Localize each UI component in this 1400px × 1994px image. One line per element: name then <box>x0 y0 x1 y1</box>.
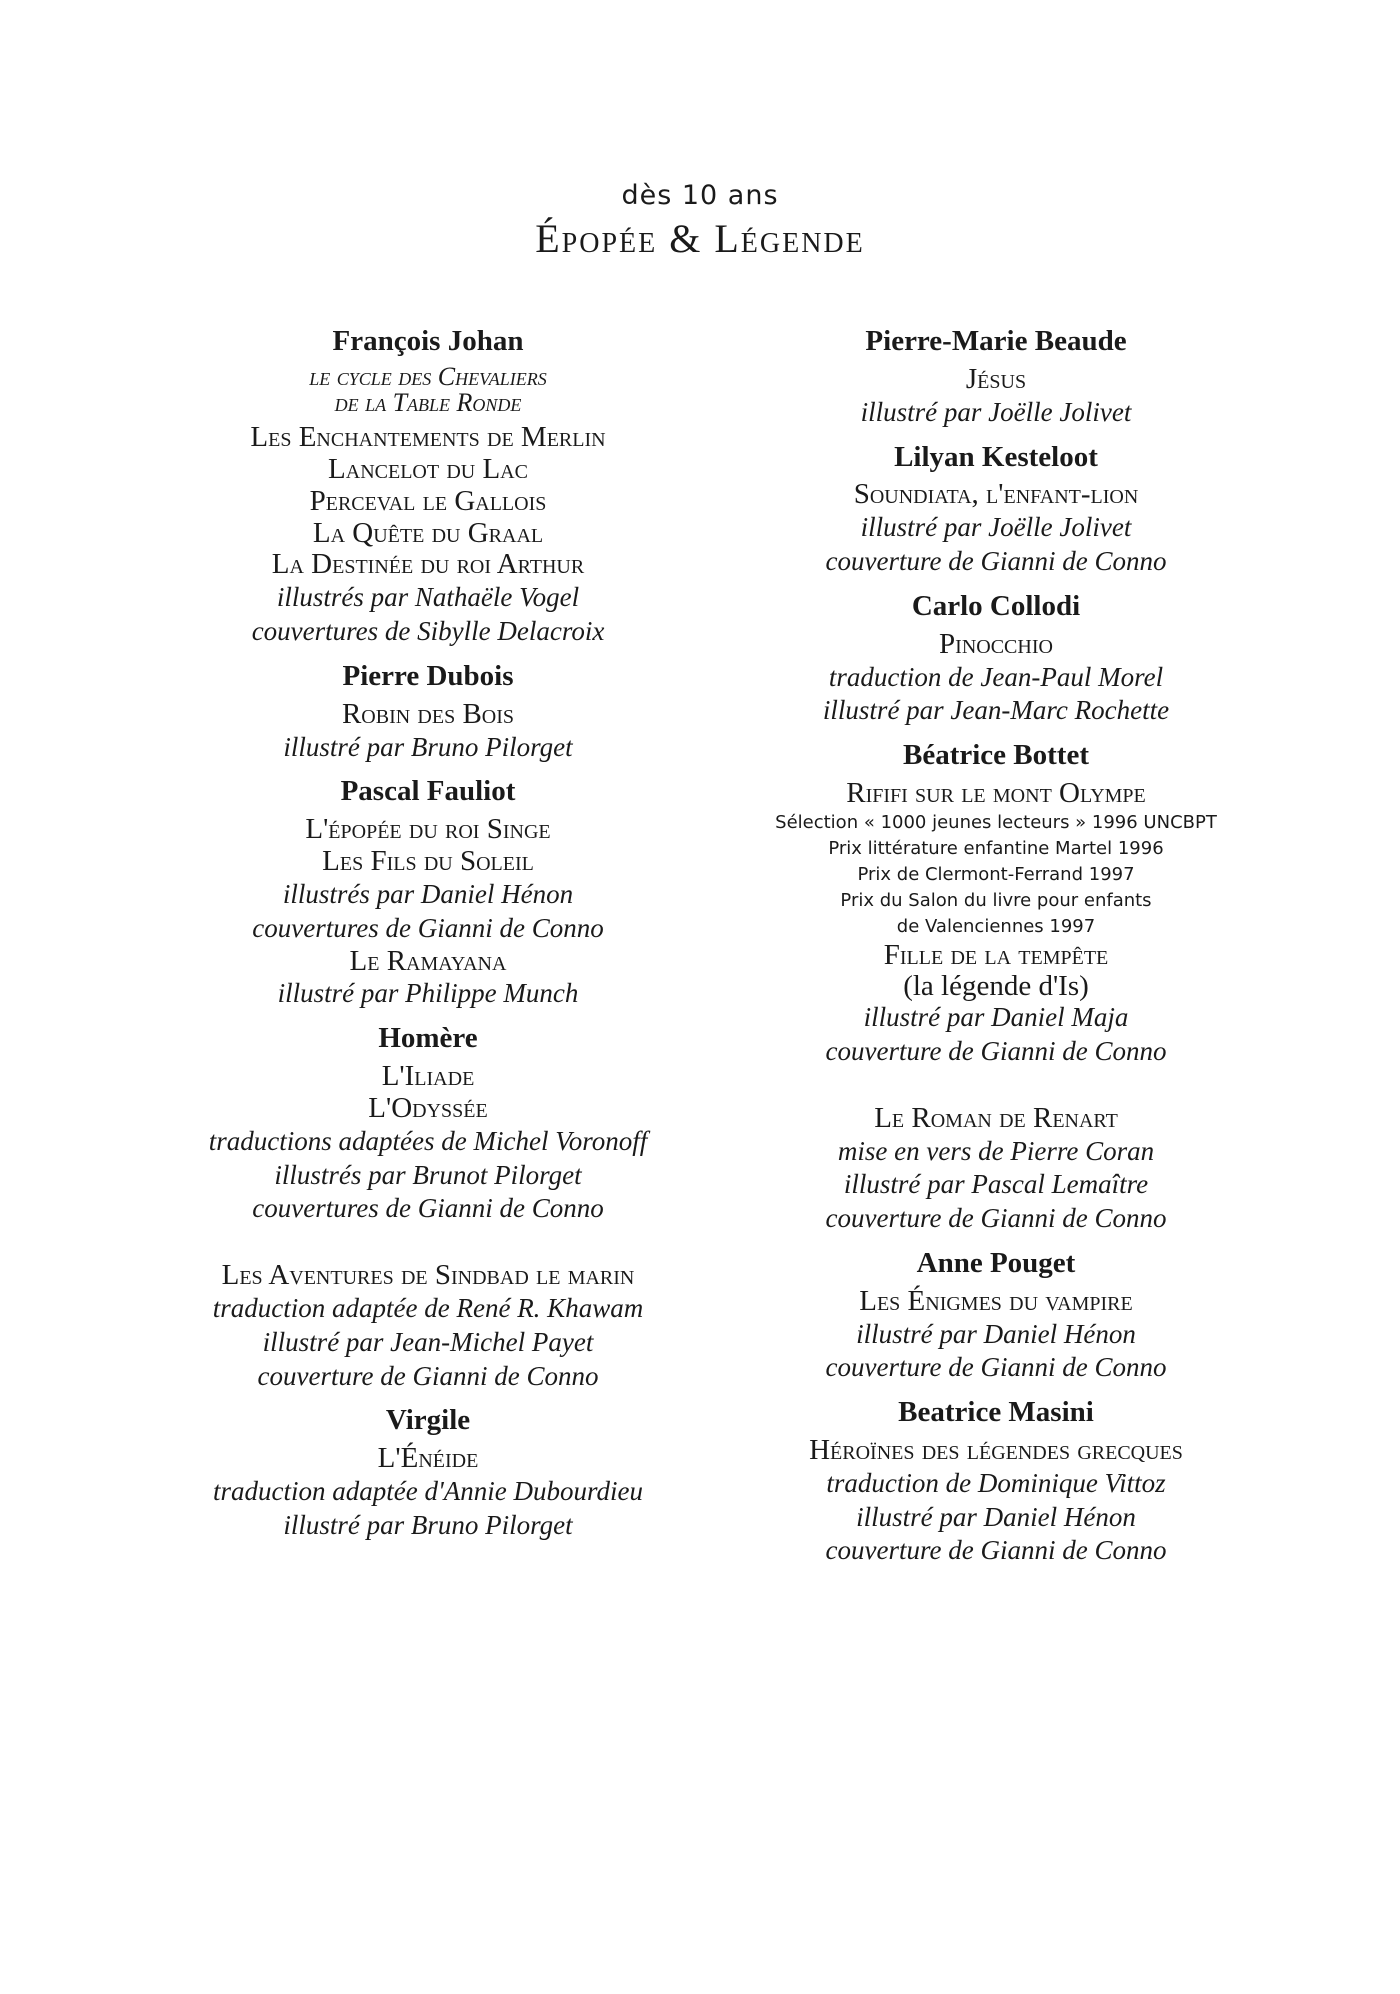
author-name: Béatrice Bottet <box>903 739 1089 772</box>
book-title: Les Enchantements de Merlin <box>250 420 606 453</box>
spacer <box>148 1226 708 1260</box>
book-credit: couverture de Gianni de Conno <box>825 1035 1167 1066</box>
book-credit: couvertures de Sibylle Delacroix <box>251 616 605 647</box>
right-column <box>716 326 1276 1568</box>
author-name: Lilyan Kesteloot <box>894 440 1098 473</box>
book-credit: illustré par Bruno Pilorget <box>283 731 573 762</box>
book-credit: illustré par Daniel Hénon <box>856 1501 1136 1532</box>
book-title: Héroïnes des légendes grecques <box>809 1434 1183 1467</box>
book-credit: illustrés par Daniel Hénon <box>282 879 574 910</box>
book-title: Fille de la tempête <box>883 939 1109 972</box>
author-name: Anne Pouget <box>916 1246 1076 1279</box>
book-credit: traduction adaptée d'Annie Dubourdieu <box>213 1476 643 1507</box>
book-title: Robin des Bois <box>341 697 515 730</box>
book-title: Perceval le Gallois <box>309 484 547 517</box>
book-credit: couverture de Gianni de Conno <box>825 1203 1167 1234</box>
book-title: Pinocchio <box>939 627 1053 660</box>
book-credit: couverture de Gianni de Conno <box>825 1535 1167 1566</box>
book-title: L'Odyssée <box>368 1091 488 1124</box>
award-line: Sélection « 1000 jeunes lecteurs » 1996 UNCBPT <box>775 811 1217 833</box>
author-name: Homère <box>378 1022 478 1055</box>
book-credit: couvertures de Gianni de Conno <box>252 1193 604 1224</box>
book-credit: illustré par Jean-Marc Rochette <box>822 695 1170 726</box>
author-name: Beatrice Masini <box>898 1396 1094 1429</box>
book-credit: illustré par Joëlle Jolivet <box>860 396 1132 427</box>
series-line: de la Table Ronde <box>334 387 522 417</box>
book-credit: couverture de Gianni de Conno <box>257 1360 599 1391</box>
author-name: Pascal Fauliot <box>340 775 516 808</box>
book-credit: illustré par Daniel Hénon <box>856 1318 1136 1349</box>
book-title: L'épopée du roi Singe <box>305 813 551 846</box>
book-credit: couverture de Gianni de Conno <box>825 1352 1167 1383</box>
left-column <box>148 326 708 1543</box>
book-title: L'Énéide <box>377 1442 479 1475</box>
book-credit: illustré par Daniel Maja <box>863 1002 1129 1033</box>
book-credit: illustré par Bruno Pilorget <box>283 1509 573 1540</box>
book-title: Le Ramayana <box>349 944 507 977</box>
book-credit: traduction de Jean-Paul Morel <box>828 661 1164 692</box>
book-credit: illustré par Philippe Munch <box>277 978 579 1009</box>
book-credit: illustré par Joëlle Jolivet <box>860 512 1132 543</box>
author-name: Pierre Dubois <box>342 659 514 692</box>
book-credit: couverture de Gianni de Conno <box>825 546 1167 577</box>
page-header <box>0 180 1400 262</box>
spacer <box>716 1069 1276 1103</box>
author-name: Pierre-Marie Beaude <box>865 325 1127 357</box>
book-title: Les Aventures de Sindbad le marin <box>221 1259 635 1292</box>
award-line: Prix de Clermont-Ferrand 1997 <box>857 864 1135 886</box>
book-credit: illustrés par Brunot Pilorget <box>274 1159 582 1190</box>
book-credit: traductions adaptées de Michel Voronoff <box>208 1125 648 1156</box>
book-title: Les Énigmes du vampire <box>859 1284 1133 1317</box>
age-label: dès 10 ans <box>621 180 779 211</box>
book-title: Jésus <box>965 362 1027 395</box>
award-line: de Valenciennes 1997 <box>896 916 1096 938</box>
section-title: Épopée & Légende <box>535 216 865 261</box>
book-subtitle: (la légende d'Is) <box>903 970 1089 1003</box>
book-title: Le Roman de Renart <box>874 1101 1118 1134</box>
author-name: François Johan <box>332 325 524 357</box>
book-credit: illustré par Pascal Lemaître <box>843 1169 1149 1200</box>
book-title: Rififi sur le mont Olympe <box>846 776 1146 809</box>
series-line: le cycle des Chevaliers <box>309 361 547 391</box>
award-line: Prix littérature enfantine Martel 1996 <box>828 837 1164 859</box>
author-name: Carlo Collodi <box>911 589 1081 622</box>
book-title: Lancelot du Lac <box>328 452 528 485</box>
book-credit: couvertures de Gianni de Conno <box>252 912 604 943</box>
book-title: La Destinée du roi Arthur <box>271 548 585 581</box>
book-credit: illustré par Jean-Michel Payet <box>262 1326 594 1357</box>
book-credit: mise en vers de Pierre Coran <box>837 1135 1155 1166</box>
series-title <box>148 361 708 417</box>
award-line: Prix du Salon du livre pour enfants <box>840 890 1152 912</box>
book-credit: traduction adaptée de René R. Khawam <box>212 1293 644 1323</box>
book-credit: traduction de Dominique Vittoz <box>826 1467 1166 1498</box>
book-credit: illustrés par Nathaële Vogel <box>276 582 580 613</box>
book-title: L'Iliade <box>381 1060 475 1093</box>
author-name: Virgile <box>385 1404 471 1437</box>
book-title: La Quête du Graal <box>312 516 544 549</box>
book-title: Les Fils du Soleil <box>322 845 534 878</box>
book-title: Soundiata, l'enfant-lion <box>853 478 1139 511</box>
